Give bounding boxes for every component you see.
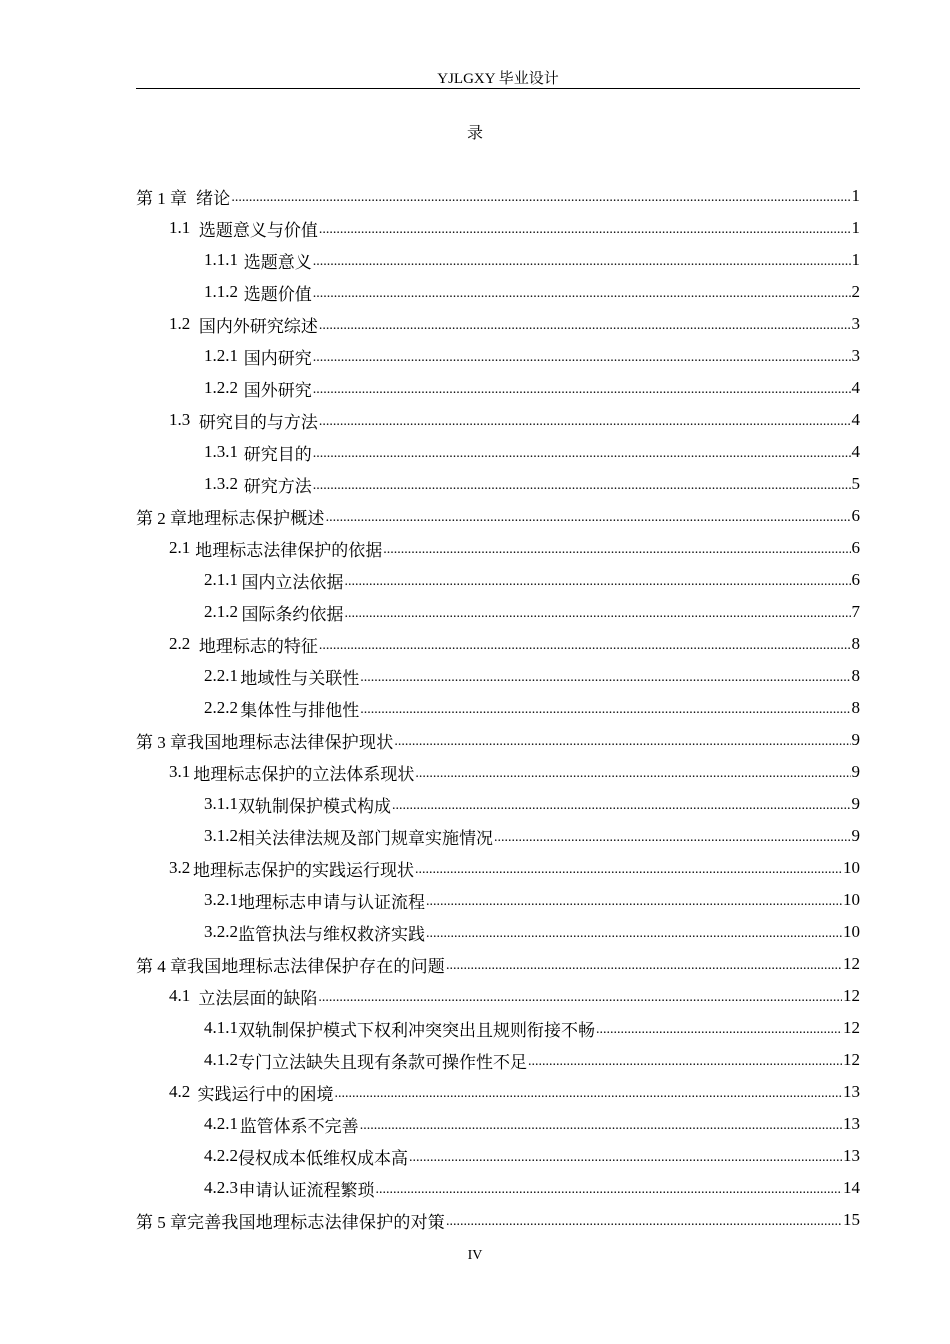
toc-subsection-entry[interactable] [136, 1012, 860, 1044]
toc-subsection-entry[interactable] [136, 564, 860, 596]
toc-entry-page: 6 [851, 538, 860, 557]
toc-entry-title: 侵权成本低维权成本高 [238, 1148, 408, 1168]
toc-entry-title: 相关法律法规及部门规章实施情况 [238, 828, 493, 848]
toc-subsection-entry[interactable] [136, 884, 860, 916]
toc-section-entry[interactable] [136, 852, 860, 884]
toc-entry-page: 15 [843, 1210, 860, 1229]
toc-entry-title: 研究方法 [243, 476, 312, 496]
toc-entry-title: 绪论 [196, 188, 231, 208]
toc-dot-leader [415, 766, 850, 782]
toc-subsection-entry[interactable] [136, 436, 860, 468]
toc-entry-number: 4.1.2 [204, 1050, 238, 1069]
toc-section-entry[interactable] [136, 212, 860, 244]
toc-section-entry[interactable] [136, 532, 860, 564]
toc-entry-number: 3.1 [169, 762, 191, 781]
toc-entry-title: 国内研究 [243, 348, 312, 368]
toc-entry-page: 5 [851, 474, 860, 493]
toc-section-entry[interactable] [136, 756, 860, 788]
toc-entry-title: 地理标志保护的实践运行现状 [192, 860, 414, 880]
toc-entry-title: 国内外研究综述 [198, 316, 318, 336]
toc-entry-number: 第 4 章 [136, 956, 187, 976]
toc-entry-title: 地域性与关联性 [240, 668, 360, 688]
toc-subsection-entry[interactable] [136, 660, 860, 692]
toc-entry-number: 1.1 [169, 218, 191, 237]
toc-dot-leader [313, 382, 851, 398]
toc-subsection-entry[interactable] [136, 468, 860, 500]
toc-entry-page: 14 [843, 1178, 860, 1197]
toc-entry-title: 地理标志保护的立法体系现状 [193, 764, 415, 784]
toc-entry-page: 1 [851, 218, 860, 237]
toc-entry-number: 第 5 章 [136, 1212, 187, 1232]
toc-entry-title: 地理标志的特征 [198, 636, 318, 656]
toc-entry-number: 2.2 [169, 634, 191, 653]
toc-dot-leader [360, 702, 850, 718]
toc-dot-leader [334, 1086, 842, 1102]
toc-entry-number: 1.1.2 [204, 282, 238, 301]
toc-entry-number: 4.1 [169, 986, 191, 1005]
toc-entry-title: 选题意义与价值 [198, 220, 318, 240]
toc-dot-leader [415, 862, 842, 878]
toc-entry-title: 实践运行中的困境 [197, 1084, 334, 1104]
toc-entry-page: 1 [851, 186, 860, 205]
toc-dot-leader [319, 414, 851, 430]
toc-entry-number: 2.1.1 [204, 570, 238, 589]
table-of-contents [136, 180, 860, 1236]
toc-entry-number: 1.2.2 [204, 378, 238, 397]
toc-entry-title: 完善我国地理标志法律保护的对策 [187, 1212, 445, 1232]
toc-entry-title: 双轨制保护模式构成 [238, 796, 391, 816]
toc-entry-title: 选题价值 [243, 284, 312, 304]
toc-entry-page: 13 [843, 1146, 860, 1165]
toc-entry-page: 6 [851, 506, 860, 525]
toc-entry-page: 1 [851, 250, 860, 269]
header-rule [136, 88, 860, 89]
toc-entry-number: 3.2.2 [204, 922, 238, 941]
toc-subsection-entry[interactable] [136, 788, 860, 820]
toc-dot-leader [344, 574, 850, 590]
toc-subsection-entry[interactable] [136, 916, 860, 948]
toc-subsection-entry[interactable] [136, 276, 860, 308]
toc-entry-page: 4 [851, 410, 860, 429]
toc-section-entry[interactable] [136, 404, 860, 436]
toc-entry-page: 13 [843, 1082, 860, 1101]
toc-entry-title: 专门立法缺失且现有条款可操作性不足 [238, 1052, 527, 1072]
toc-dot-leader [313, 350, 851, 366]
toc-entry-title: 申请认证流程繁琐 [238, 1180, 375, 1200]
toc-entry-title: 立法层面的缺陷 [198, 988, 318, 1008]
toc-dot-leader [313, 286, 851, 302]
toc-entry-title: 选题意义 [243, 252, 312, 272]
toc-section-entry[interactable] [136, 308, 860, 340]
toc-entry-number: 第 2 章 [136, 508, 187, 528]
toc-subsection-entry[interactable] [136, 692, 860, 724]
toc-chapter-entry[interactable] [136, 1204, 860, 1236]
toc-entry-number: 4.2.3 [204, 1178, 238, 1197]
toc-dot-leader [426, 894, 842, 910]
toc-entry-number: 3.1.2 [204, 826, 238, 845]
toc-entry-title: 地理标志保护概述 [187, 508, 325, 528]
toc-dot-leader [319, 638, 851, 654]
toc-entry-number: 1.3 [169, 410, 191, 429]
toc-entry-page: 12 [843, 954, 860, 973]
toc-subsection-entry[interactable] [136, 1108, 860, 1140]
toc-entry-title: 国外研究 [243, 380, 312, 400]
toc-dot-leader [446, 958, 842, 974]
toc-entry-number: 1.2.1 [204, 346, 238, 365]
toc-title: 录 [466, 125, 483, 142]
toc-dot-leader [392, 798, 851, 814]
toc-entry-number: 3.2 [169, 858, 191, 877]
toc-entry-number: 2.1.2 [204, 602, 238, 621]
page-number: IV [467, 1248, 483, 1263]
toc-section-entry[interactable] [136, 980, 860, 1012]
toc-entry-page: 7 [851, 602, 860, 621]
toc-subsection-entry[interactable] [136, 1172, 860, 1204]
toc-entry-page: 9 [851, 826, 860, 845]
toc-entry-page: 13 [843, 1114, 860, 1133]
toc-entry-number: 4.2.2 [204, 1146, 238, 1165]
toc-dot-leader [494, 830, 851, 846]
toc-entry-number: 第 1 章 [136, 188, 187, 208]
toc-dot-leader [596, 1022, 842, 1038]
toc-dot-leader [318, 990, 842, 1006]
toc-entry-page: 2 [851, 282, 860, 301]
toc-entry-number: 第 3 章 [136, 732, 187, 752]
toc-subsection-entry[interactable] [136, 1140, 860, 1172]
toc-dot-leader [376, 1182, 842, 1198]
toc-subsection-entry[interactable] [136, 340, 860, 372]
toc-entry-page: 12 [843, 986, 860, 1005]
toc-dot-leader [409, 1150, 842, 1166]
toc-entry-title: 监管执法与维权救济实践 [238, 924, 425, 944]
toc-dot-leader [319, 222, 851, 238]
toc-dot-leader [446, 1214, 842, 1230]
toc-entry-title: 研究目的与方法 [198, 412, 318, 432]
toc-dot-leader [313, 478, 851, 494]
toc-subsection-entry[interactable] [136, 372, 860, 404]
toc-dot-leader [394, 734, 850, 750]
toc-entry-page: 4 [851, 378, 860, 397]
toc-entry-page: 12 [843, 1018, 860, 1037]
toc-entry-page: 9 [851, 762, 860, 781]
toc-entry-title: 地理标志法律保护的依据 [195, 540, 383, 560]
toc-entry-title: 我国地理标志法律保护现状 [187, 732, 394, 752]
toc-entry-page: 4 [851, 442, 860, 461]
toc-subsection-entry[interactable] [136, 1044, 860, 1076]
toc-dot-leader [344, 606, 850, 622]
toc-entry-page: 10 [843, 858, 860, 877]
toc-entry-page: 3 [851, 346, 860, 365]
toc-entry-number: 4.2.1 [204, 1114, 238, 1133]
toc-subsection-entry[interactable] [136, 820, 860, 852]
toc-entry-title: 集体性与排他性 [240, 700, 360, 720]
toc-entry-number: 4.1.1 [204, 1018, 238, 1037]
toc-entry-page: 8 [851, 634, 860, 653]
toc-dot-leader [231, 190, 850, 206]
toc-dot-leader [319, 318, 851, 334]
toc-entry-number: 1.1.1 [204, 250, 238, 269]
toc-entry-title: 国内立法依据 [241, 572, 344, 592]
toc-entry-title: 地理标志申请与认证流程 [238, 892, 425, 912]
toc-chapter-entry[interactable] [136, 500, 860, 532]
toc-chapter-entry[interactable] [136, 948, 860, 980]
toc-entry-page: 10 [843, 890, 860, 909]
toc-dot-leader [313, 254, 851, 270]
toc-dot-leader [383, 542, 850, 558]
toc-chapter-entry[interactable] [136, 724, 860, 756]
toc-entry-title: 我国地理标志法律保护存在的问题 [187, 956, 445, 976]
toc-dot-leader [326, 510, 851, 526]
toc-entry-number: 4.2 [169, 1082, 191, 1101]
toc-entry-number: 3.2.1 [204, 890, 238, 909]
toc-entry-number: 3.1.1 [204, 794, 238, 813]
toc-entry-page: 12 [843, 1050, 860, 1069]
toc-entry-title: 国际条约依据 [241, 604, 344, 624]
toc-subsection-entry[interactable] [136, 244, 860, 276]
toc-entry-number: 1.3.2 [204, 474, 238, 493]
toc-entry-page: 9 [851, 730, 860, 749]
toc-entry-title: 双轨制保护模式下权利冲突突出且规则衔接不畅 [238, 1020, 595, 1040]
toc-entry-number: 1.3.1 [204, 442, 238, 461]
toc-dot-leader [360, 670, 850, 686]
toc-dot-leader [360, 1118, 842, 1134]
toc-entry-number: 2.1 [169, 538, 191, 557]
toc-section-entry[interactable] [136, 1076, 860, 1108]
toc-dot-leader [426, 926, 842, 942]
toc-chapter-entry[interactable] [136, 180, 860, 212]
toc-entry-title: 研究目的 [243, 444, 312, 464]
toc-entry-number: 1.2 [169, 314, 191, 333]
toc-dot-leader [528, 1054, 842, 1070]
page-header: YJLGXY 毕业设计 [437, 71, 559, 87]
toc-entry-page: 8 [851, 666, 860, 685]
toc-entry-number: 2.2.1 [204, 666, 238, 685]
toc-entry-number: 2.2.2 [204, 698, 238, 717]
toc-entry-page: 3 [851, 314, 860, 333]
toc-subsection-entry[interactable] [136, 596, 860, 628]
toc-entry-page: 6 [851, 570, 860, 589]
toc-section-entry[interactable] [136, 628, 860, 660]
toc-entry-title: 监管体系不完善 [239, 1116, 359, 1136]
toc-dot-leader [313, 446, 851, 462]
toc-entry-page: 9 [851, 794, 860, 813]
toc-entry-page: 8 [851, 698, 860, 717]
toc-entry-page: 10 [843, 922, 860, 941]
